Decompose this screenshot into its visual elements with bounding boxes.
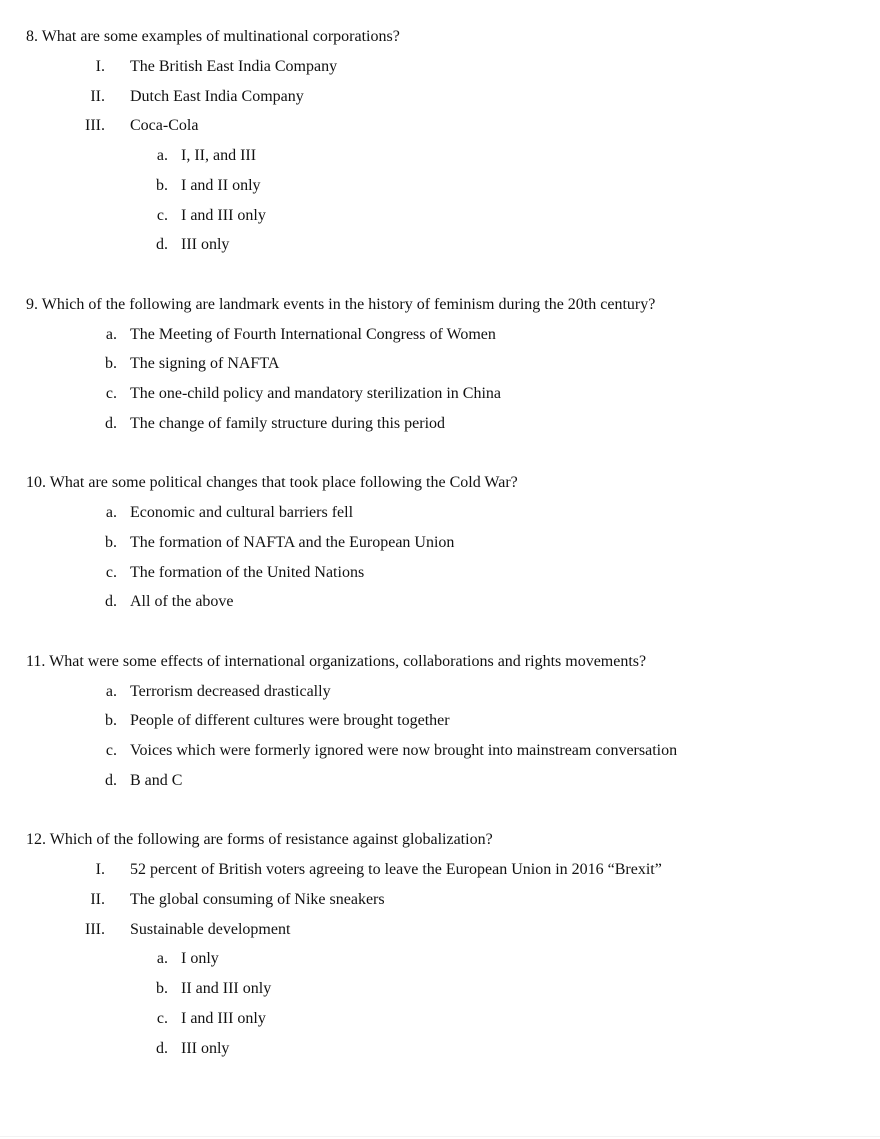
statement-text: The British East India Company	[130, 57, 338, 75]
answer-option[interactable]	[0, 736, 880, 766]
question-text: 8. What are some examples of multinational corporations?	[26, 28, 400, 45]
option-marker: d.	[156, 1039, 168, 1057]
question-block	[0, 468, 880, 647]
answer-option[interactable]	[0, 1004, 880, 1034]
answer-option[interactable]	[0, 587, 880, 617]
statement-text: The global consuming of Nike sneakers	[130, 890, 385, 908]
option-marker: c.	[105, 563, 117, 581]
page-bottom-divider	[0, 1136, 880, 1137]
option-text: The formation of NAFTA and the European Union	[130, 533, 455, 551]
option-marker: d.	[105, 771, 117, 789]
answer-option[interactable]	[0, 141, 880, 171]
question-row	[0, 290, 880, 320]
option-text: Terrorism decreased drastically	[130, 682, 331, 700]
statement-row	[0, 915, 880, 945]
option-text: I, II, and III	[181, 147, 257, 164]
answer-option[interactable]	[0, 201, 880, 231]
option-marker: b.	[156, 980, 168, 997]
option-marker: c.	[156, 206, 168, 224]
option-text: I and II only	[181, 176, 261, 194]
answer-option[interactable]	[0, 677, 880, 707]
question-text: 12. Which of the following are forms of resistance against globalization?	[26, 831, 493, 849]
question-row	[0, 647, 880, 677]
statement-marker: I.	[95, 57, 105, 75]
option-marker: b.	[105, 533, 117, 551]
question-row	[0, 825, 880, 855]
spacer	[0, 260, 880, 290]
spacer	[0, 439, 880, 469]
option-marker: a.	[105, 325, 117, 343]
option-text: The Meeting of Fourth International Congress of Women	[130, 325, 496, 343]
statement-marker: I.	[95, 861, 105, 878]
spacer	[0, 617, 880, 647]
option-text: Economic and cultural barriers fell	[130, 504, 354, 521]
answer-option[interactable]	[0, 974, 880, 1004]
answer-option[interactable]	[0, 498, 880, 528]
option-text: The change of family structure during this period	[130, 414, 446, 432]
statement-row	[0, 855, 880, 885]
statement-text: 52 percent of British voters agreeing to leave the European Union in 2016 “Brexit”	[130, 861, 662, 878]
option-text: People of different cultures were brought together	[130, 712, 450, 730]
option-marker: c.	[105, 385, 117, 402]
option-marker: b.	[105, 355, 117, 373]
answer-option[interactable]	[0, 320, 880, 350]
statement-row	[0, 885, 880, 915]
answer-option[interactable]	[0, 171, 880, 201]
answer-option[interactable]	[0, 766, 880, 796]
question-block	[0, 647, 880, 826]
question-block	[0, 825, 880, 1093]
statement-row	[0, 111, 880, 141]
answer-option[interactable]	[0, 558, 880, 588]
option-marker: a.	[156, 950, 168, 968]
option-text: B and C	[130, 771, 183, 789]
statement-text: Sustainable development	[130, 920, 291, 938]
spacer	[0, 1063, 880, 1093]
option-marker: d.	[105, 593, 117, 611]
question-text: 9. Which of the following are landmark events in the history of feminism during the 20th century?	[26, 295, 656, 313]
option-text: II and III only	[181, 980, 272, 997]
option-text: The formation of the United Nations	[130, 563, 365, 581]
option-text: All of the above	[130, 593, 234, 611]
statement-marker: II.	[90, 87, 105, 105]
option-text: III only	[181, 236, 230, 254]
option-marker: c.	[156, 1009, 168, 1027]
statement-row	[0, 52, 880, 82]
option-marker: b.	[105, 712, 117, 730]
option-text: I only	[181, 950, 219, 968]
answer-option[interactable]	[0, 409, 880, 439]
option-marker: a.	[156, 147, 168, 164]
option-text: I and III only	[181, 1009, 266, 1027]
question-row	[0, 22, 880, 52]
question-block	[0, 22, 880, 290]
option-text: Voices which were formerly ignored were now brought into mainstream conversation	[130, 742, 678, 759]
question-text: 11. What were some effects of international organizations, collaborations and rights movements?	[26, 652, 647, 670]
spacer	[0, 796, 880, 826]
question-block	[0, 290, 880, 469]
answer-option[interactable]	[0, 944, 880, 974]
answer-option[interactable]	[0, 349, 880, 379]
answer-option[interactable]	[0, 1034, 880, 1064]
option-marker: b.	[156, 176, 168, 194]
statement-marker: III.	[85, 117, 105, 135]
statement-row	[0, 82, 880, 112]
answer-option[interactable]	[0, 230, 880, 260]
question-text: 10. What are some political changes that took place following the Cold War?	[26, 474, 518, 492]
option-marker: d.	[156, 236, 168, 254]
option-marker: d.	[105, 414, 117, 432]
statement-text: Coca-Cola	[130, 117, 199, 135]
option-text: III only	[181, 1039, 230, 1057]
statement-text: Dutch East India Company	[130, 87, 304, 105]
option-text: The one-child policy and mandatory sterilization in China	[130, 385, 502, 402]
option-text: I and III only	[181, 206, 266, 224]
question-row	[0, 468, 880, 498]
statement-marker: II.	[90, 890, 105, 908]
option-text: The signing of NAFTA	[130, 355, 280, 373]
answer-option[interactable]	[0, 706, 880, 736]
answer-option[interactable]	[0, 379, 880, 409]
statement-marker: III.	[85, 920, 105, 938]
option-marker: c.	[105, 742, 117, 759]
quiz-document	[0, 22, 880, 1093]
option-marker: a.	[105, 504, 117, 521]
answer-option[interactable]	[0, 528, 880, 558]
option-marker: a.	[105, 682, 117, 700]
